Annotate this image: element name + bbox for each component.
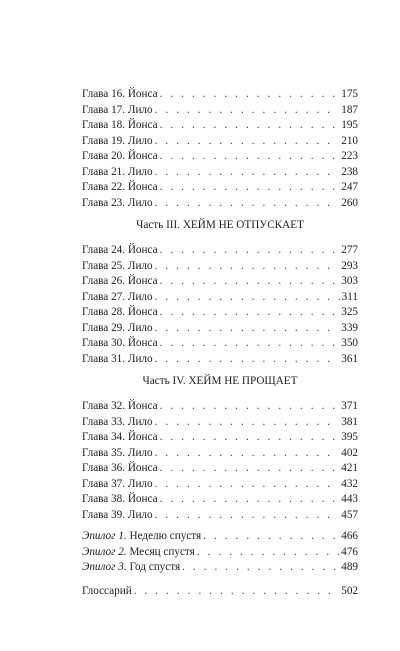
dot-leader <box>155 259 340 275</box>
epilogue-entry <box>82 560 358 576</box>
epilogue-title: Эпилог 1. <box>82 530 127 542</box>
chapter-label: Глава 37. Лило <box>82 477 153 490</box>
dot-leader <box>203 529 339 545</box>
chapter-label: Глава 16. Йонса <box>82 88 158 100</box>
chapter-group-part-4 <box>82 399 358 523</box>
toc-entry <box>82 305 358 321</box>
dot-leader <box>197 545 339 561</box>
chapter-label: Глава 23. Лило <box>82 196 153 209</box>
dot-leader <box>160 461 340 477</box>
dot-leader <box>155 352 340 368</box>
dot-leader <box>155 134 340 150</box>
dot-leader <box>155 415 340 431</box>
chapter-label: Глава 31. Лило <box>82 352 153 365</box>
dot-leader <box>134 584 340 600</box>
page-number: 325 <box>341 306 358 318</box>
dot-leader <box>155 477 340 493</box>
toc-entry <box>82 134 358 150</box>
chapter-label: Глава 36. Йонса <box>82 462 158 474</box>
toc-entry <box>82 461 358 477</box>
epilogue-entry <box>82 529 358 545</box>
toc-entry <box>82 336 358 352</box>
dot-leader <box>160 180 340 196</box>
dot-leader <box>160 305 340 321</box>
epilogue-group <box>82 529 358 576</box>
dot-leader <box>155 165 340 181</box>
toc-entry <box>82 508 358 524</box>
toc-entry <box>82 149 358 165</box>
dot-leader <box>160 430 340 446</box>
toc-entry <box>82 243 358 259</box>
toc-entry <box>82 321 358 337</box>
chapter-label: Глава 19. Лило <box>82 134 153 147</box>
chapter-label: Глава 28. Йонса <box>82 306 158 318</box>
epilogue-subtitle: Год спустя <box>129 561 181 573</box>
page-number: 502 <box>341 584 358 597</box>
page-number: 489 <box>341 561 358 573</box>
toc-entry <box>82 274 358 290</box>
epilogue-entry <box>82 545 358 561</box>
chapter-label: Глава 22. Йонса <box>82 181 158 193</box>
page-number: 466 <box>341 530 358 542</box>
spacer <box>82 576 358 584</box>
page-number: 350 <box>341 337 358 349</box>
dot-leader <box>155 103 340 119</box>
chapter-label: Глава 38. Йонса <box>82 493 158 505</box>
dot-leader <box>160 118 340 134</box>
page-number: 421 <box>341 462 358 474</box>
dot-leader <box>182 560 339 576</box>
dot-leader <box>160 399 340 415</box>
page-number: 371 <box>341 400 358 412</box>
page-number: 187 <box>341 103 358 116</box>
chapter-label: Глава 30. Йонса <box>82 337 158 349</box>
dot-leader <box>155 508 340 524</box>
chapter-label: Глава 29. Лило <box>82 321 153 334</box>
epilogue-title: Эпилог 2. <box>82 545 127 558</box>
epilogue-subtitle: Месяц спустя <box>129 545 195 558</box>
page-number: 311 <box>341 290 358 303</box>
page-number: 260 <box>341 196 358 209</box>
toc-entry <box>82 477 358 493</box>
dot-leader <box>160 336 340 352</box>
table-of-contents <box>82 87 358 599</box>
chapter-label: Глава 24. Йонса <box>82 244 158 256</box>
toc-entry <box>82 103 358 119</box>
chapter-label: Глава 17. Лило <box>82 103 153 116</box>
chapter-label: Глава 35. Лило <box>82 446 153 459</box>
page-number: 361 <box>341 352 358 365</box>
toc-entry <box>82 430 358 446</box>
page-number: 457 <box>341 508 358 521</box>
page-number: 381 <box>341 415 358 428</box>
page-number: 175 <box>341 88 358 100</box>
glossary-entry <box>82 584 358 600</box>
chapter-label: Глава 25. Лило <box>82 259 153 272</box>
chapter-label: Глава 26. Йонса <box>82 275 158 287</box>
page-number: 395 <box>341 431 358 443</box>
page-number: 238 <box>341 165 358 178</box>
toc-entry <box>82 87 358 103</box>
toc-entry <box>82 165 358 181</box>
part-heading-3: Часть III. ХЕЙМ НЕ ОТПУСКАЕТ <box>136 219 304 231</box>
page-number: 277 <box>341 244 358 256</box>
chapter-label: Глава 18. Йонса <box>82 119 158 131</box>
page-number: 293 <box>341 259 358 272</box>
epilogue-title: Эпилог 3. <box>82 561 127 573</box>
dot-leader <box>155 321 340 337</box>
toc-entry <box>82 118 358 134</box>
chapter-label: Глава 21. Лило <box>82 165 153 178</box>
glossary-label: Глоссарий <box>82 584 132 597</box>
chapter-label: Глава 27. Лило <box>82 290 153 303</box>
page-number: 210 <box>341 134 358 147</box>
toc-entry <box>82 399 358 415</box>
chapter-label: Глава 33. Лило <box>82 415 153 428</box>
dot-leader <box>160 243 340 259</box>
chapter-label: Глава 32. Йонса <box>82 400 158 412</box>
page-number: 339 <box>341 321 358 334</box>
page-number: 476 <box>341 545 358 558</box>
toc-entry <box>82 290 358 306</box>
page-number: 443 <box>341 493 358 505</box>
chapter-label: Глава 34. Йонса <box>82 431 158 443</box>
chapter-group-part-3 <box>82 243 358 367</box>
page-number: 432 <box>341 477 358 490</box>
part-heading-4: Часть IV. ХЕЙМ НЕ ПРОЩАЕТ <box>142 375 298 387</box>
page-number: 303 <box>341 275 358 287</box>
toc-entry <box>82 196 358 212</box>
chapter-group-part-2 <box>82 87 358 211</box>
dot-leader <box>155 290 340 306</box>
chapter-label: Глава 39. Лило <box>82 508 153 521</box>
dot-leader <box>155 446 340 462</box>
dot-leader <box>155 196 340 212</box>
dot-leader <box>160 87 340 103</box>
dot-leader <box>160 492 340 508</box>
page-number: 195 <box>341 119 358 131</box>
page-number: 223 <box>341 150 358 162</box>
dot-leader <box>160 149 340 165</box>
toc-entry <box>82 352 358 368</box>
toc-entry <box>82 446 358 462</box>
chapter-label: Глава 20. Йонса <box>82 150 158 162</box>
epilogue-subtitle: Неделю спустя <box>129 530 202 542</box>
toc-entry <box>82 180 358 196</box>
dot-leader <box>160 274 340 290</box>
page-number: 247 <box>341 181 358 193</box>
toc-entry <box>82 259 358 275</box>
toc-entry <box>82 415 358 431</box>
toc-entry <box>82 492 358 508</box>
page-number: 402 <box>341 446 358 459</box>
